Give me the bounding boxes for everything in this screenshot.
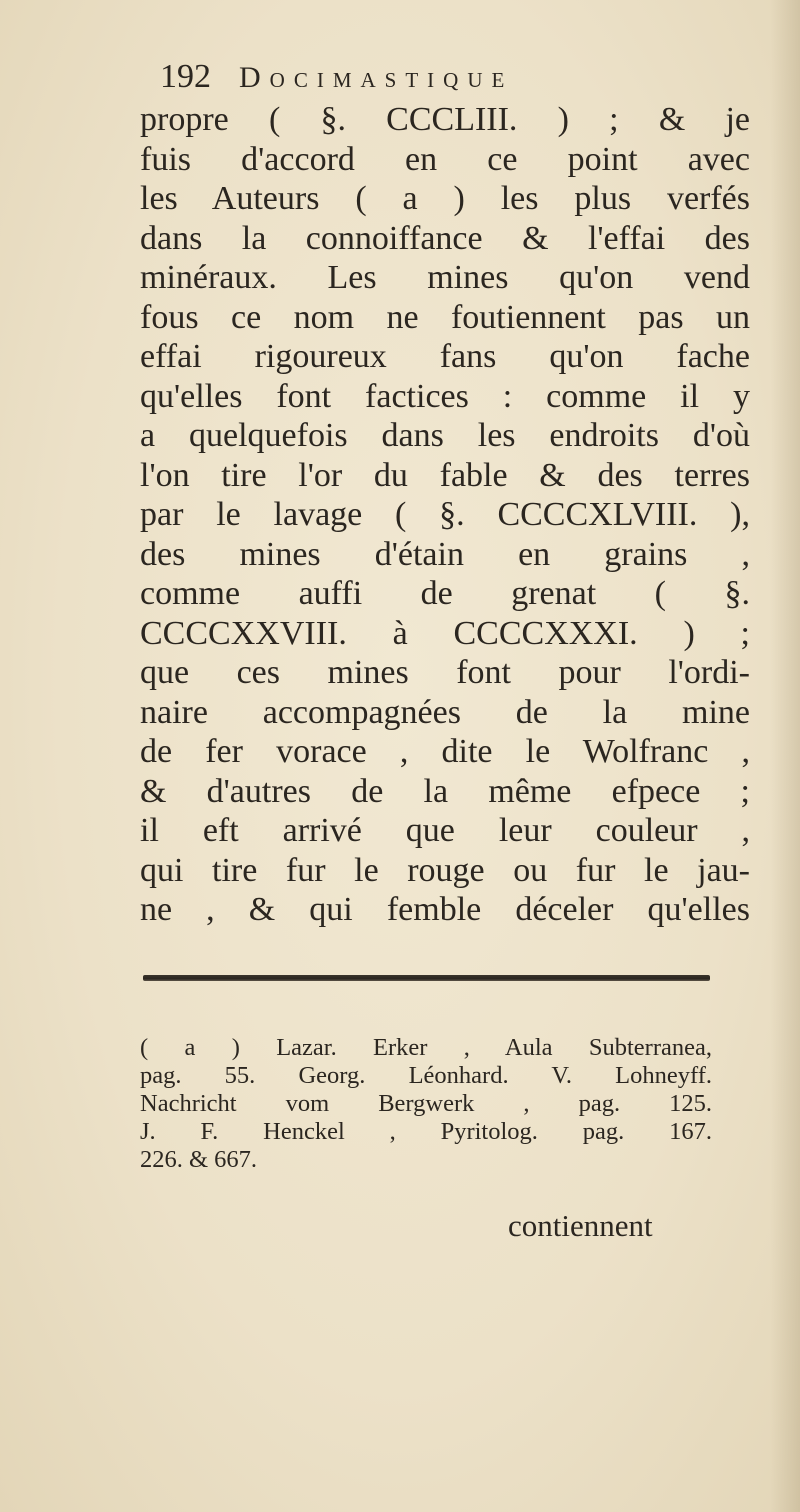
body-line: qui tire fur le rouge ou fur le jau- <box>140 851 750 889</box>
body-line: fous ce nom ne foutiennent pas un <box>140 298 750 336</box>
body-line: fuis d'accord en ce point avec <box>140 140 750 178</box>
body-line: par le lavage ( §. CCCCXLVIII. ), <box>140 496 750 533</box>
running-head <box>160 58 650 102</box>
footnote-rule <box>143 975 710 981</box>
body-line: minéraux. Les mines qu'on vend <box>140 259 750 296</box>
body-line: de fer vorace , dite le Wolfranc , <box>140 733 750 770</box>
body-line: naire accompagnées de la mine <box>140 693 750 731</box>
page-edge-shadow <box>770 0 800 1512</box>
footnote-line: 226. & 667. <box>140 1146 258 1173</box>
body-line: comme auffi de grenat ( §. <box>140 575 750 612</box>
footnote-line: Nachricht vom Bergwerk , pag. 125. <box>140 1090 712 1117</box>
body-line: a quelquefois dans les endroits d'où <box>140 417 750 454</box>
body-line: dans la connoiffance & l'effai des <box>140 219 750 257</box>
running-head-title: Docimastique <box>239 61 514 94</box>
catchword: contiennent <box>508 1208 653 1243</box>
body-line: l'on tire l'or du fable & des terres <box>140 456 750 494</box>
body-line: effai rigoureux fans qu'on fache <box>140 338 750 375</box>
body-text <box>140 100 750 930</box>
body-line: les Auteurs ( a ) les plus verfés <box>140 180 750 217</box>
body-line: des mines d'étain en grains , <box>140 535 750 573</box>
body-line: ne , & qui femble déceler qu'elles <box>140 891 750 928</box>
body-line: & d'autres de la même efpece ; <box>140 772 750 810</box>
body-line: propre ( §. CCCLIII. ) ; & je <box>140 101 750 138</box>
body-line: qu'elles font factices : comme il y <box>140 377 750 415</box>
footnote-line: pag. 55. Georg. Léonhard. V. Lohneyff. <box>140 1062 712 1089</box>
page-number: 192 <box>160 58 211 95</box>
body-line: CCCCXXVIII. à CCCCXXXI. ) ; <box>140 614 750 652</box>
footnote <box>140 1034 712 1174</box>
body-line: que ces mines font pour l'ordi- <box>140 654 750 691</box>
footnote-line: ( a ) Lazar. Erker , Aula Subterranea, <box>140 1034 712 1061</box>
footnote-line: J. F. Henckel , Pyritolog. pag. 167. <box>140 1118 712 1145</box>
body-line: il eft arrivé que leur couleur , <box>140 812 750 849</box>
